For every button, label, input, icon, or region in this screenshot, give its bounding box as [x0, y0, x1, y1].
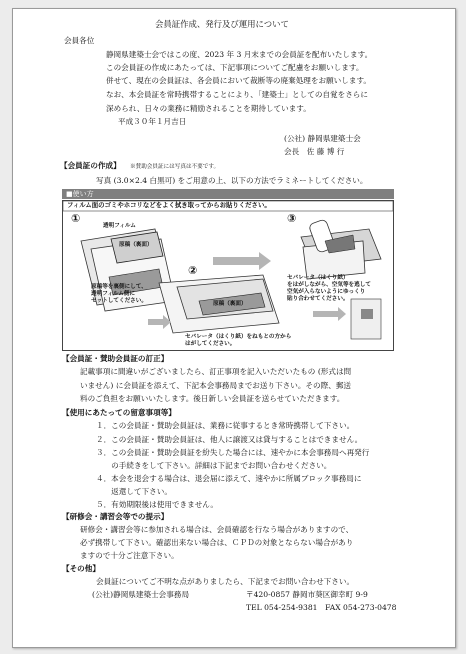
training-heading: 【研修会・講習会等での提示】	[62, 512, 169, 521]
card-label-step2: 原稿（裏面）	[213, 301, 247, 307]
step-2-caption: セパレータ（はくり紙）をねもとの方から	[185, 334, 292, 340]
step-1-number: ①	[71, 212, 81, 225]
president: 会長 佐 藤 博 行	[284, 147, 345, 156]
usage-line: ３．この会員証・賛助会員証を紛失した場合には、速やかに本会事務局へ再発行	[96, 448, 370, 457]
document-title: 会員証作成、発行及び運用について	[155, 19, 289, 29]
step-2-caption: はがしてください。	[185, 341, 236, 347]
intro-line: この会員証の作成にあたっては、下記事項についてご配慮をお願いします。	[106, 63, 364, 72]
howto-bar: ■使い方	[62, 189, 394, 199]
step-3-number: ③	[287, 212, 297, 225]
film-label: 透明フィルム	[103, 223, 136, 229]
step-3-caption: 空気が入らないようにゆっくり	[287, 289, 366, 295]
usage-line: １．この会員証・賛助会員証は、業務に従事するとき常時携帯して下さい。	[96, 421, 355, 430]
contact-phone: TEL 054-254-9381 FAX 054-273-0478	[246, 603, 397, 612]
training-line: 研修会・講習会等に参加される場合は、会員確認を行なう場合がありますので、	[80, 525, 354, 534]
intro-line: 併せて、現在の会員証は、各会員において裁断等の廃棄処理をお願いします。	[106, 76, 372, 85]
correction-line: 記載事項に間違いがございましたら、訂正事項を記入いただいたもの (形式は問	[80, 367, 352, 376]
other-line: 会員証についてご不明な点がありましたら、下記までお問い合わせ下さい。	[96, 577, 355, 586]
intro-line: なお、本会員証を常時携帯することにより、「建築士」としての自覚をさらに	[106, 90, 368, 99]
correction-heading: 【会員証・賛助会員証の訂正】	[62, 354, 169, 363]
usage-heading: 【使用にあたっての留意事項等】	[62, 408, 176, 417]
step-3-caption: セパレータ（はくり紙）	[287, 275, 349, 281]
creation-heading: 【会員証の作成】	[60, 161, 121, 170]
usage-line: 返還して下さい。	[96, 487, 172, 496]
correction-line: 料のご負担をお願いいたします。後日新しい会員証を送らせていただきます。	[80, 394, 345, 403]
contact-address: 〒420-0857 静岡市葵区御幸町 9-9	[246, 590, 368, 599]
creation-body: 写真 (3.0×2.4 白黒可) をご用意の上、以下の方法でラミネートしてください。	[96, 176, 368, 185]
lamination-illustration	[62, 200, 394, 351]
date: 平成３０年１月吉日	[118, 117, 187, 126]
usage-line: ４．本会を退会する場合は、退会届に添えて、速やかに所属ブロック事務局に	[96, 474, 362, 483]
salutation: 会員各位	[64, 36, 95, 45]
creation-note: ※賛助会員証には写真は不要です。	[130, 164, 220, 170]
training-line: 必ず携帯して下さい。確認出来ない場合は、ＣＰＤの対象とならない場合があり	[80, 538, 354, 547]
step-1-caption: 透明フィルム側に	[91, 291, 136, 297]
step-3-caption: をはがしながら、空気等を逃して	[287, 282, 371, 288]
training-line: ますので十分ご注意下さい。	[80, 551, 179, 560]
usage-line: の手続きをして下さい。詳細は下記までお問い合わせください。	[96, 461, 332, 470]
correction-line: いません) に会員証を添えて、下記本会事務局までお送り下さい。その際、郵送	[80, 381, 352, 390]
card-label: 原稿（裏面）	[119, 242, 153, 248]
usage-line: ２．この会員証・賛助会員証は、他人に譲渡又は貸与することはできません。	[96, 435, 363, 444]
contact-office: (公社)静岡県建築士会事務局	[92, 590, 190, 599]
howto-banner: フィルム面のゴミやホコリなどをよく拭き取ってからお貼りください。	[67, 201, 271, 209]
step-1-caption: セットしてください。	[91, 298, 147, 304]
other-heading: 【その他】	[62, 564, 100, 573]
step-1-caption: 原稿等を裏側にして、	[91, 284, 147, 290]
organization: (公社) 静岡県建築士会	[284, 134, 361, 143]
usage-line: ５．有効期限後は使用できません。	[96, 500, 218, 509]
step-3-caption: 貼り合わせてください。	[287, 296, 349, 302]
intro-line: 静岡県建築士会ではこの度、2023 年 3 月末までの会員証を配布いたします。	[106, 50, 373, 59]
intro-line: 深められ、日々の業務に精励されることを期待しています。	[106, 104, 311, 113]
step-2-number: ②	[188, 264, 198, 277]
